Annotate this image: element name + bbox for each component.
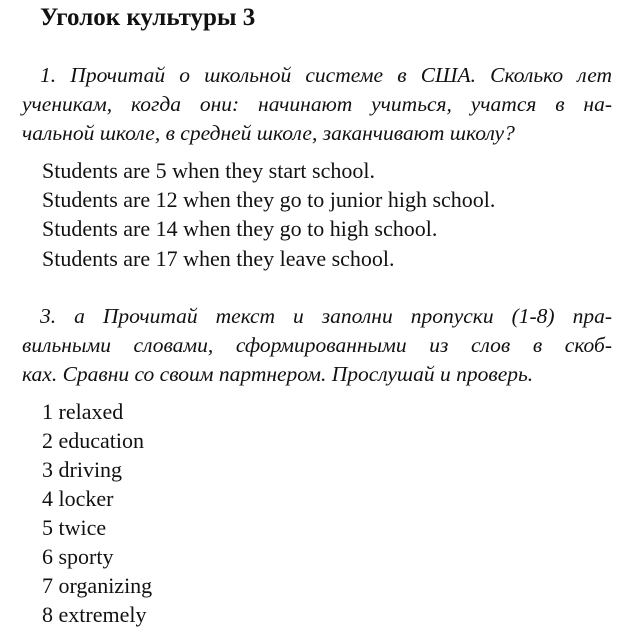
instruction-line: чальной школе, в средней школе, заканчивают школу? [22, 121, 515, 145]
answer-line: Students are 17 when they leave school. [42, 246, 395, 271]
answer-item: 4 locker [42, 486, 114, 511]
answer-line: Students are 5 when they start school. [42, 158, 375, 183]
answer-item: 8 extremely [42, 602, 147, 627]
answer-item: 1 relaxed [42, 399, 124, 424]
page-title: Уголок культуры 3 [40, 4, 256, 31]
answer-item: 5 twice [42, 515, 107, 540]
answer-line: Students are 14 when they go to high school. [42, 216, 438, 241]
instruction-line: вильными словами, сформированными из слов в скоб- [22, 333, 612, 357]
answer-item: 7 organizing [42, 573, 153, 598]
instruction-line: 1. Прочитай о школьной системе в США. Сколько лет [40, 63, 612, 87]
answer-item: 6 sporty [42, 544, 114, 569]
instruction-line: ках. Сравни со своим партнером. Прослушай и проверь. [22, 362, 534, 386]
answer-line: Students are 12 when they go to junior high school. [42, 187, 496, 212]
instruction-line: 3. а Прочитай текст и заполни пропуски (1-8) пра- [40, 304, 612, 328]
answer-item: 2 education [42, 428, 145, 453]
instruction-line: ученикам, когда они: начинают учиться, учатся в на- [22, 92, 612, 116]
answer-item: 3 driving [42, 457, 123, 482]
